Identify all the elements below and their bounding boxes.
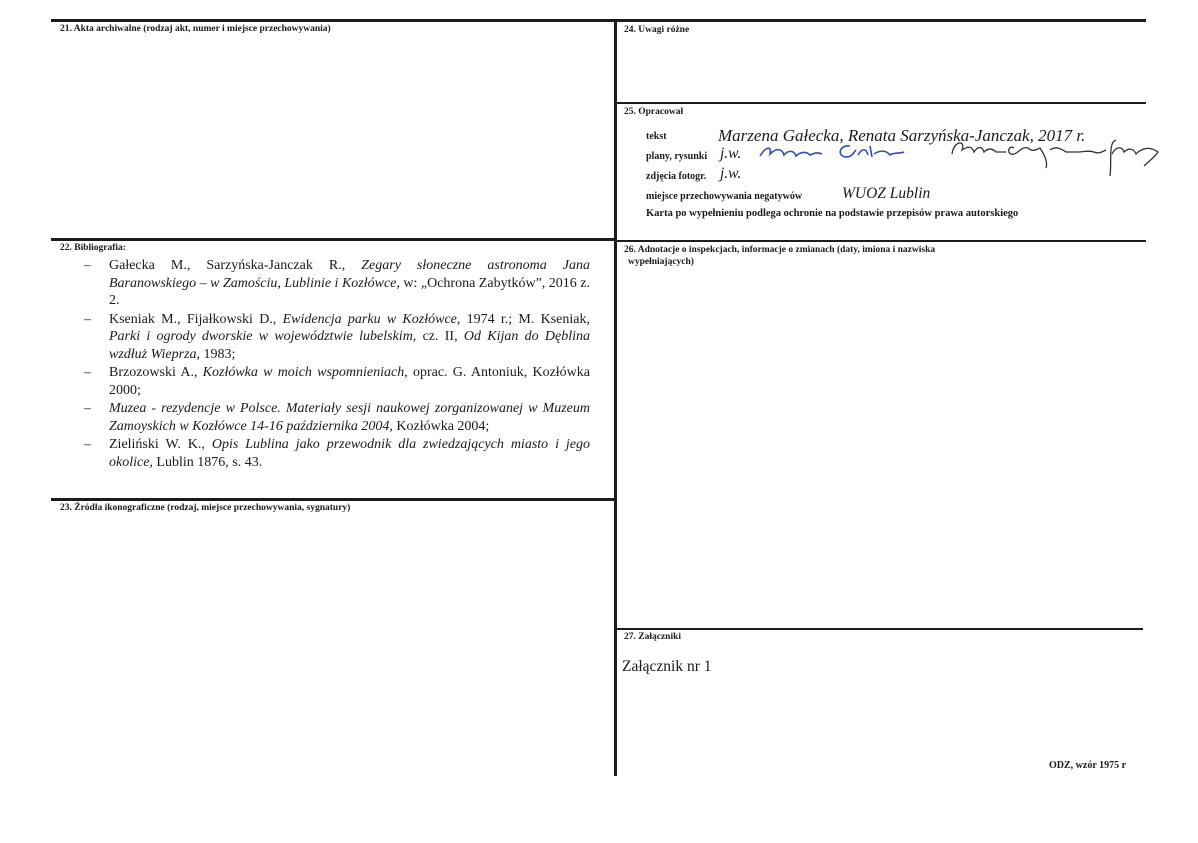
signature-sarzynska [948, 132, 1168, 182]
section-21-title: 21. Akta archiwalne (rodzaj akt, numer i miejsce przechowywania) [60, 24, 331, 34]
center-divider [614, 19, 617, 776]
rule-22 [51, 238, 615, 241]
section-27-title: 27. Załączniki [624, 632, 682, 642]
copyright-notice: Karta po wypełnieniu podlega ochronie na podstawie przepisów prawa autorskiego [646, 208, 1019, 219]
section-26-title: 26. Adnotacje o inspekcjach, informacje o zmianach (daty, imiona i nazwiska [624, 245, 936, 255]
rule-25 [617, 102, 1146, 104]
tekst-value: Marzena Gałecka, Renata Sarzyńska-Janczak, 2017 r. [718, 126, 1086, 145]
zdjecia-value: j.w. [720, 165, 742, 182]
signature-gałecka [758, 140, 908, 164]
top-rule [51, 19, 1146, 22]
form-version-footer: ODZ, wzór 1975 r [1049, 760, 1127, 771]
attachment-text: Załącznik nr 1 [622, 658, 712, 675]
bibliography-item: – Muzea - rezydencje w Polsce. Materiały sesji naukowej zorganizowanej w Muzeum Zamoyskich w Kozłówce 14-16 października 2004, Kozłówka 2004; [84, 401, 590, 434]
bibliography-item: – Brzozowski A., Kozłówka w moich wspomnieniach, oprac. G. Antoniuk, Kozłówka 2000; [84, 365, 590, 398]
section-24-title: 24. Uwagi różne [624, 25, 690, 35]
bibliography-item: – Kseniak M., Fijałkowski D., Ewidencja parku w Kozłówce, 1974 r.; M. Kseniak, Parki i ogrody dworskie w województwie lubelskim, cz. II, Od Kijan do Dęblina wzdłuż Wieprza, 1983; [84, 311, 590, 362]
section-26-title-cont: wypełniających) [628, 257, 694, 267]
bibliography-item: – Zieliński W. K., Opis Lublina jako przewodnik dla zwiedzających miasto i jego okolice, Lublin 1876, s. 43. [84, 437, 591, 470]
section-25-title: 25. Opracował [624, 107, 684, 117]
rule-23 [51, 498, 615, 501]
zdjecia-label: zdjęcia fotogr. [646, 171, 707, 182]
section-23-title: 23. Źródła ikonograficzne (rodzaj, miejsce przechowywania, sygnatury) [60, 503, 351, 513]
rule-26 [617, 240, 1146, 242]
bibliography-list [84, 257, 590, 472]
bullet-dash: – [84, 401, 91, 416]
plany-value: j.w. [720, 145, 742, 162]
bullet-dash: – [84, 311, 91, 327]
bullet-dash: – [84, 258, 91, 273]
rule-27 [617, 628, 1143, 630]
bullet-dash: – [84, 437, 91, 452]
negatywy-value: WUOZ Lublin [842, 185, 931, 202]
tekst-label: tekst [646, 131, 667, 142]
negatywy-label: miejsce przechowywania negatywów [646, 191, 803, 202]
bullet-dash: – [84, 365, 91, 380]
bibliography-item: – Gałecka M., Sarzyńska-Janczak R., Zegary słoneczne astronoma Jana Baranowskiego – w Zamościu, Lublinie i Kozłówce, w: „Ochrona Zabytków”, 2016 z. 2. [84, 258, 590, 308]
section-22-title: 22. Bibliografia: [60, 243, 126, 253]
plany-label: plany, rysunki [646, 151, 708, 162]
